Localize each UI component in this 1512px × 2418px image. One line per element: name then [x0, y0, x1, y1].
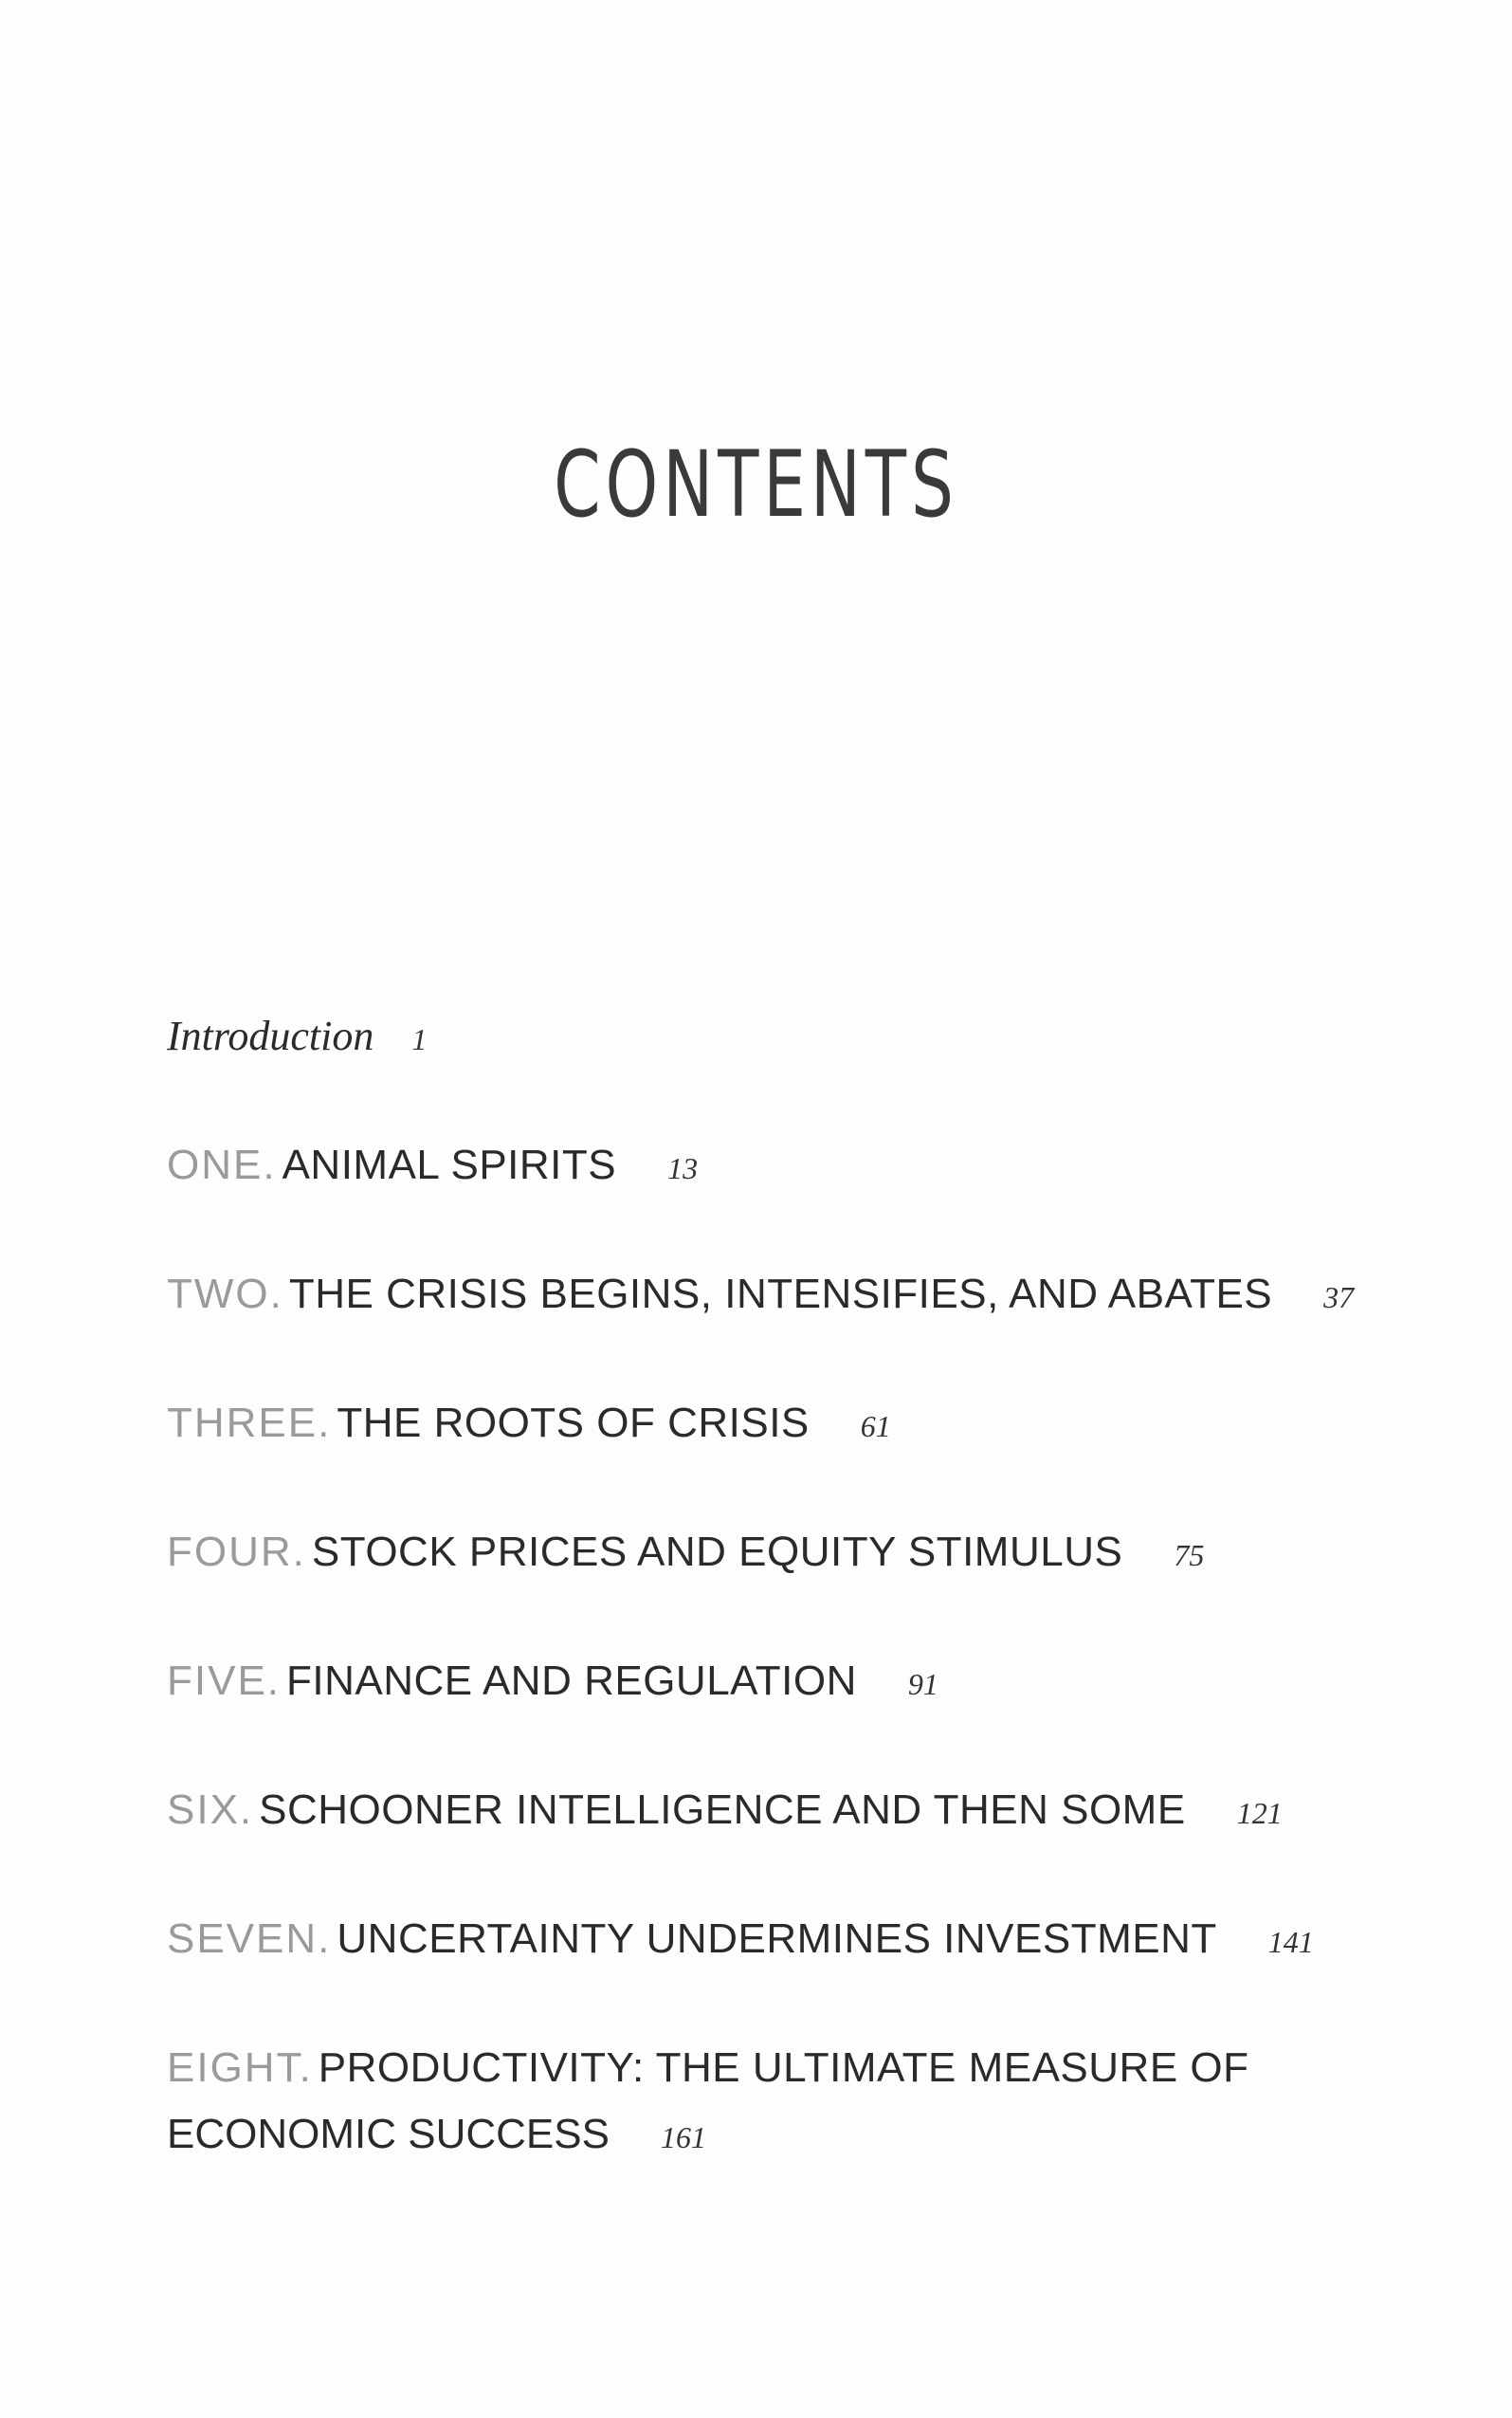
- toc-entry-introduction: [167, 1003, 427, 1072]
- page-number: 37: [1323, 1280, 1355, 1314]
- page-number: 141: [1267, 1925, 1314, 1959]
- toc-entry-chapter-eight: [167, 2035, 1249, 2171]
- page-number: 161: [660, 2120, 706, 2154]
- chapter-title: ANIMAL SPIRITS: [282, 1142, 617, 1188]
- page-title: CONTENTS: [554, 431, 958, 538]
- entry-label: Introduction: [167, 1013, 374, 1059]
- toc-entry-chapter-two: [167, 1261, 1354, 1330]
- toc-entry-chapter-six: [167, 1777, 1283, 1846]
- chapter-number: FOUR.: [167, 1529, 306, 1575]
- chapter-title: UNCERTAINTY UNDERMINES INVESTMENT: [337, 1915, 1217, 1962]
- page-number: 91: [907, 1667, 938, 1701]
- chapter-number: SEVEN.: [167, 1915, 332, 1962]
- chapter-number: ONE.: [167, 1142, 277, 1188]
- toc-entry-chapter-one: [167, 1132, 698, 1201]
- chapter-title-line-1: PRODUCTIVITY: THE ULTIMATE MEASURE OF: [318, 2044, 1249, 2091]
- chapter-title: THE ROOTS OF CRISIS: [337, 1400, 810, 1446]
- toc-entry-chapter-five: [167, 1648, 938, 1717]
- chapter-title-line-2-row: [167, 2101, 1249, 2171]
- chapter-title: THE CRISIS BEGINS, INTENSIFIES, AND ABATES: [288, 1271, 1273, 1317]
- toc-entry-chapter-seven: [167, 1906, 1314, 1975]
- page-number: 121: [1236, 1796, 1283, 1830]
- chapter-number: FIVE.: [167, 1658, 282, 1704]
- chapter-title-line-2: ECONOMIC SUCCESS: [167, 2111, 610, 2157]
- page-number: 13: [667, 1151, 699, 1185]
- page-number: 1: [411, 1022, 428, 1056]
- page-number: 75: [1174, 1538, 1205, 1572]
- chapter-number: TWO.: [167, 1271, 283, 1317]
- chapter-title: FINANCE AND REGULATION: [286, 1658, 857, 1704]
- toc-entry-chapter-three: [167, 1390, 891, 1459]
- chapter-number: EIGHT.: [167, 2044, 313, 2091]
- toc-entry-chapter-four: [167, 1519, 1204, 1588]
- chapter-number: SIX.: [167, 1786, 254, 1833]
- chapter-title: STOCK PRICES AND EQUITY STIMULUS: [311, 1529, 1123, 1575]
- page-number: 61: [860, 1409, 891, 1443]
- chapter-title: SCHOONER INTELLIGENCE AND THEN SOME: [259, 1786, 1186, 1833]
- chapter-number: THREE.: [167, 1400, 332, 1446]
